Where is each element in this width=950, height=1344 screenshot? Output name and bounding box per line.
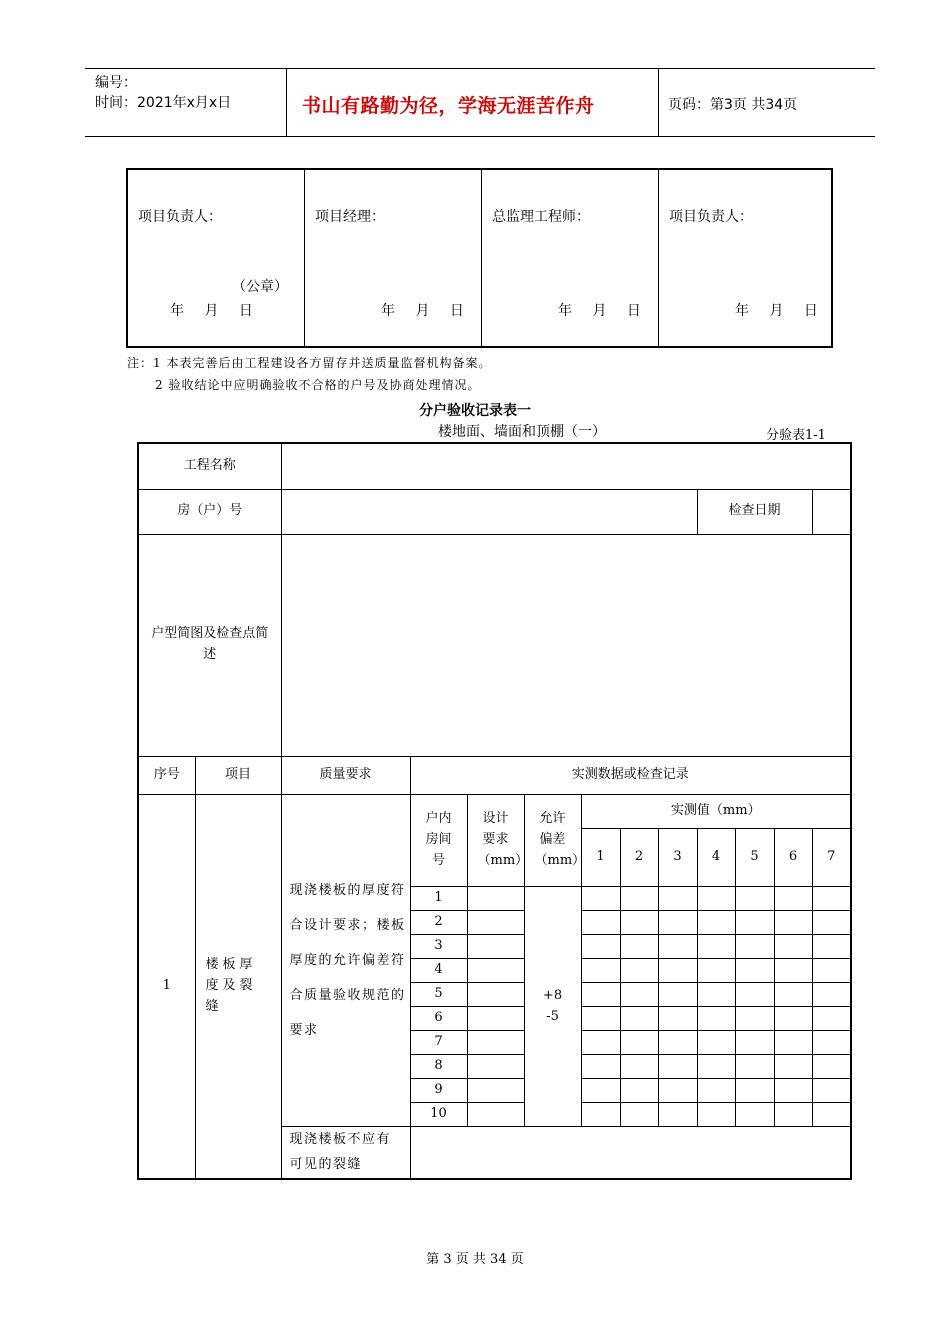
measure-cell[interactable] — [735, 1103, 774, 1127]
measure-cell[interactable] — [812, 1007, 851, 1031]
measure-cell[interactable] — [735, 959, 774, 983]
signature-date: 年 月 日 — [558, 303, 641, 319]
measure-cell[interactable] — [581, 1079, 620, 1103]
room-row-label: 2 — [410, 911, 467, 935]
table-number: 分验表1-1 — [766, 428, 826, 443]
room-row-label: 9 — [410, 1079, 467, 1103]
measure-cell[interactable] — [697, 911, 735, 935]
measure-cell[interactable] — [658, 887, 697, 911]
header-motto: 书山有路勤为径，学海无涯苦作舟 — [302, 95, 595, 117]
measure-cell[interactable] — [658, 911, 697, 935]
measure-cell[interactable] — [620, 887, 658, 911]
design-cell[interactable] — [467, 1103, 524, 1127]
sketch-label: 户型简图及检查点简述 — [138, 534, 281, 756]
crack-requirement: 现浇楼板不应有可见的裂缝 — [281, 1127, 410, 1179]
measure-cell[interactable] — [812, 1079, 851, 1103]
measure-cell[interactable] — [658, 1031, 697, 1055]
measure-cell[interactable] — [774, 983, 812, 1007]
design-cell[interactable] — [467, 1031, 524, 1055]
measure-cell[interactable] — [581, 959, 620, 983]
measure-cell[interactable] — [697, 1007, 735, 1031]
measure-cell[interactable] — [735, 1079, 774, 1103]
signature-cell — [659, 169, 833, 347]
signature-label: 总监理工程师： — [492, 209, 590, 225]
measure-col-header: 1 — [581, 828, 620, 886]
measure-cell[interactable] — [697, 1079, 735, 1103]
page-label: 页码：第3页 共34页 — [668, 97, 798, 113]
check-date-field[interactable] — [812, 489, 851, 534]
header-top-rule — [85, 68, 875, 69]
measure-cell[interactable] — [620, 1103, 658, 1127]
measure-cell[interactable] — [697, 935, 735, 959]
room-row-label: 6 — [410, 1007, 467, 1031]
seal-label: （公章） — [232, 279, 288, 295]
header-bottom-rule — [85, 136, 875, 137]
measure-cell[interactable] — [658, 1007, 697, 1031]
signature-table — [126, 168, 833, 348]
measure-cell[interactable] — [812, 935, 851, 959]
design-cell[interactable] — [467, 911, 524, 935]
measure-cell[interactable] — [774, 911, 812, 935]
tolerance-minus: -5 — [546, 1008, 559, 1024]
measure-cell[interactable] — [812, 983, 851, 1007]
footer-page-number: 第 3 页 共 34 页 — [426, 1252, 524, 1267]
design-cell[interactable] — [467, 983, 524, 1007]
measure-cell[interactable] — [620, 1079, 658, 1103]
measure-cell[interactable] — [620, 959, 658, 983]
signature-cell — [127, 169, 305, 347]
measure-cell[interactable] — [735, 1007, 774, 1031]
measure-cell[interactable] — [774, 1079, 812, 1103]
sketch-area[interactable] — [281, 534, 851, 756]
check-date-label: 检查日期 — [697, 489, 812, 534]
measure-cell[interactable] — [658, 1103, 697, 1127]
measure-cell[interactable] — [658, 959, 697, 983]
measure-cell[interactable] — [774, 1103, 812, 1127]
tolerance-plus: +8 — [542, 987, 563, 1003]
measure-cell[interactable] — [581, 1031, 620, 1055]
seq-header: 序号 — [138, 756, 195, 794]
quality-header: 质量要求 — [281, 756, 410, 794]
measure-cell[interactable] — [735, 911, 774, 935]
measure-cell[interactable] — [812, 1103, 851, 1127]
signature-date: 年 月 日 — [381, 303, 464, 319]
header-divider — [658, 69, 659, 136]
signature-label: 项目负责人： — [138, 209, 222, 225]
signature-label: 项目负责人： — [669, 209, 753, 225]
measure-cell[interactable] — [774, 887, 812, 911]
quality-requirement: 现浇楼板的厚度符合设计要求；楼板厚度的允许偏差符合质量验收规范的要求 — [281, 794, 410, 1126]
measure-cell[interactable] — [581, 911, 620, 935]
signature-label: 项目经理： — [315, 209, 385, 225]
measure-cell[interactable] — [812, 887, 851, 911]
room-number-field[interactable] — [281, 489, 697, 534]
measure-cell[interactable] — [581, 1055, 620, 1079]
project-name-label: 工程名称 — [138, 443, 281, 489]
room-row-label: 8 — [410, 1055, 467, 1079]
measure-cell[interactable] — [774, 935, 812, 959]
note-2: 2 验收结论中应明确验收不合格的户号及协商处理情况。 — [155, 378, 481, 392]
measure-cell[interactable] — [658, 935, 697, 959]
form-title: 分户验收记录表一 — [419, 403, 531, 419]
measure-cell[interactable] — [697, 1055, 735, 1079]
room-number-header: 户内房间号 — [410, 794, 467, 886]
measured-header: 实测值（mm） — [581, 794, 851, 828]
design-cell[interactable] — [467, 1055, 524, 1079]
measure-cell[interactable] — [620, 1031, 658, 1055]
measure-cell[interactable] — [697, 887, 735, 911]
measure-cell[interactable] — [735, 935, 774, 959]
measure-cell[interactable] — [697, 959, 735, 983]
measure-col-header: 3 — [658, 828, 697, 886]
measure-cell[interactable] — [620, 1055, 658, 1079]
seq-value: 1 — [138, 794, 195, 1179]
measure-cell[interactable] — [812, 911, 851, 935]
measure-cell[interactable] — [735, 887, 774, 911]
measure-cell[interactable] — [620, 983, 658, 1007]
measure-col-header: 6 — [774, 828, 812, 886]
room-row-label: 10 — [410, 1103, 467, 1127]
measure-cell[interactable] — [697, 983, 735, 1007]
measure-cell[interactable] — [697, 1031, 735, 1055]
code-label: 编号： — [95, 75, 137, 91]
measure-cell[interactable] — [735, 1031, 774, 1055]
form-subtitle: 楼地面、墙面和顶棚（一） — [438, 424, 606, 440]
measure-cell[interactable] — [697, 1103, 735, 1127]
design-requirement-header: 设计要求（mm） — [467, 794, 524, 886]
measure-cell[interactable] — [774, 1007, 812, 1031]
measure-cell[interactable] — [620, 1007, 658, 1031]
design-cell[interactable] — [467, 887, 524, 911]
measure-cell[interactable] — [774, 959, 812, 983]
time-label: 时间：2021年x月x日 — [95, 95, 232, 111]
measure-cell[interactable] — [774, 1055, 812, 1079]
measure-cell[interactable] — [658, 1079, 697, 1103]
measure-cell[interactable] — [581, 1103, 620, 1127]
tolerance-header: 允许偏差（mm） — [524, 794, 581, 886]
room-number-label: 房（户）号 — [138, 489, 281, 534]
room-row-label: 5 — [410, 983, 467, 1007]
signature-cell — [305, 169, 482, 347]
measure-cell[interactable] — [658, 1055, 697, 1079]
signature-date: 年 月 日 — [170, 303, 253, 319]
project-name-field[interactable] — [281, 443, 851, 489]
measure-cell[interactable] — [658, 983, 697, 1007]
room-row-label: 4 — [410, 959, 467, 983]
measure-cell[interactable] — [735, 983, 774, 1007]
tolerance-value — [524, 887, 581, 1127]
record-header: 实测数据或检查记录 — [410, 756, 851, 794]
measure-cell[interactable] — [812, 1055, 851, 1079]
measure-col-header: 7 — [812, 828, 851, 886]
room-row-label: 3 — [410, 935, 467, 959]
measure-cell[interactable] — [620, 935, 658, 959]
note-1: 注：1 本表完善后由工程建设各方留存并送质量监督机构备案。 — [127, 356, 492, 370]
header-divider — [286, 69, 287, 136]
measure-cell[interactable] — [581, 887, 620, 911]
measure-cell[interactable] — [774, 1031, 812, 1055]
inspection-table — [137, 442, 852, 1180]
measure-cell[interactable] — [581, 983, 620, 1007]
item-value: 楼板厚度及裂缝 — [195, 794, 281, 1179]
design-cell[interactable] — [467, 959, 524, 983]
measure-cell[interactable] — [581, 1007, 620, 1031]
measure-cell[interactable] — [620, 911, 658, 935]
measure-cell[interactable] — [812, 959, 851, 983]
signature-date: 年 月 日 — [735, 303, 818, 319]
measure-cell[interactable] — [735, 1055, 774, 1079]
design-cell[interactable] — [467, 935, 524, 959]
measure-cell[interactable] — [812, 1031, 851, 1055]
room-row-label: 7 — [410, 1031, 467, 1055]
measure-col-header: 5 — [735, 828, 774, 886]
item-header: 项目 — [195, 756, 281, 794]
room-row-label: 1 — [410, 887, 467, 911]
measure-col-header: 2 — [620, 828, 658, 886]
crack-record-field[interactable] — [410, 1127, 851, 1179]
design-cell[interactable] — [467, 1079, 524, 1103]
measure-col-header: 4 — [697, 828, 735, 886]
signature-cell — [482, 169, 659, 347]
design-cell[interactable] — [467, 1007, 524, 1031]
measure-cell[interactable] — [581, 935, 620, 959]
